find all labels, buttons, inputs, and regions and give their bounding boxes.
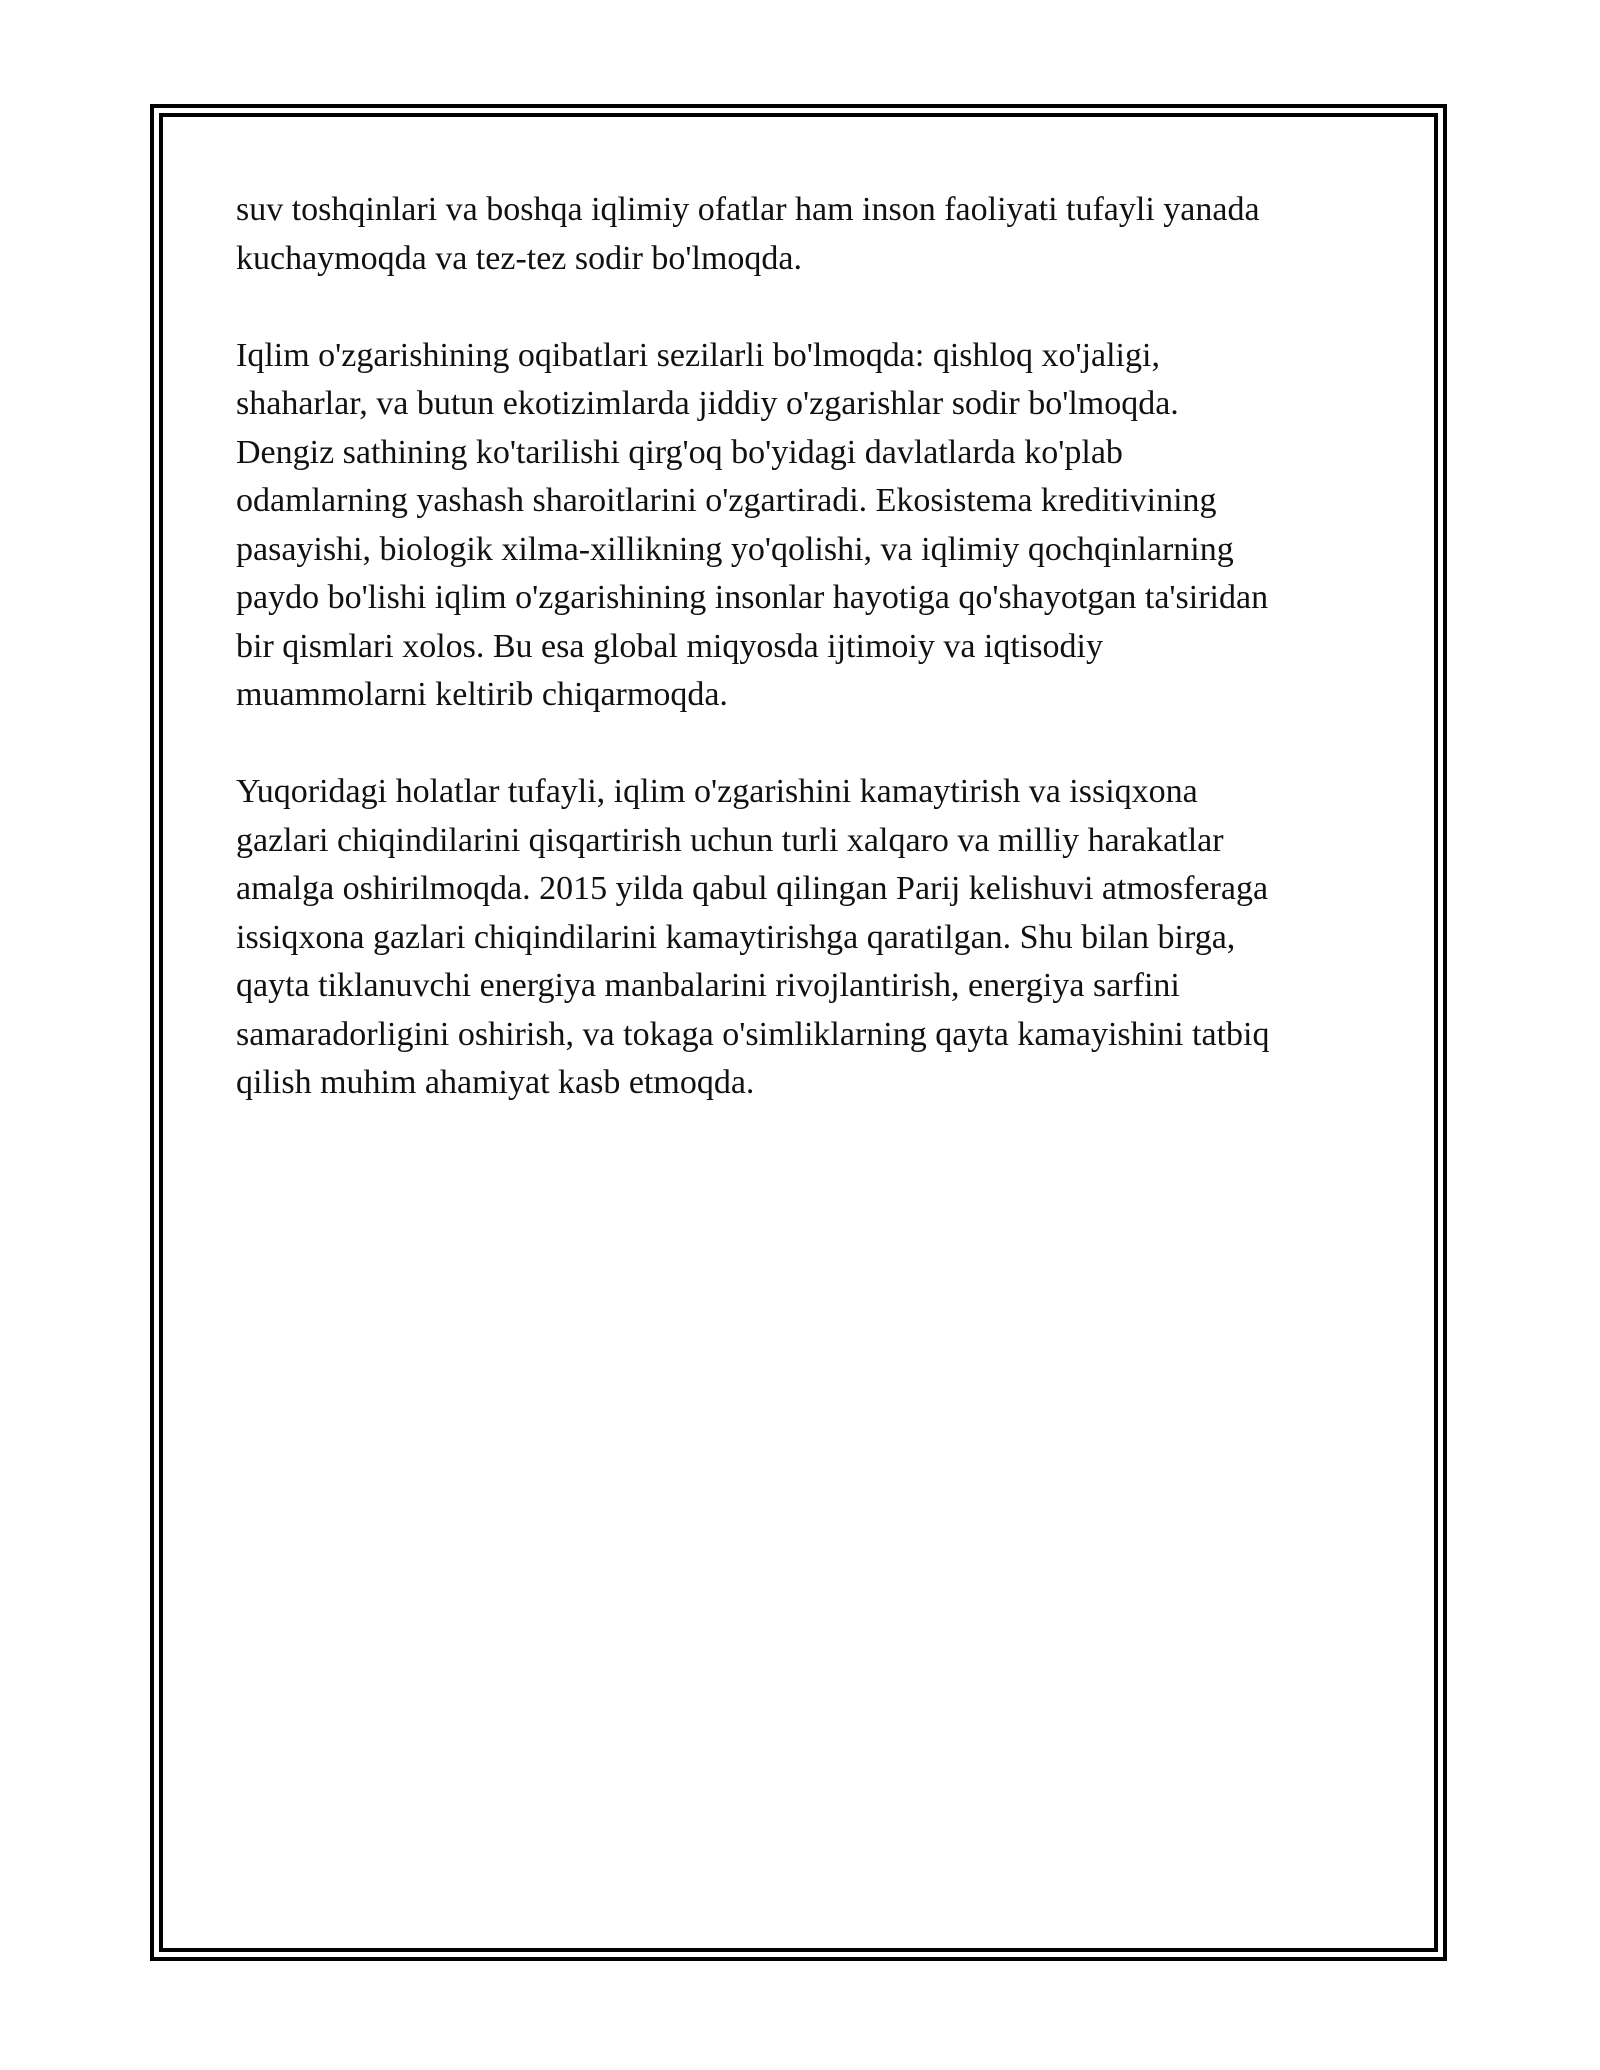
text-line: samaradorligini oshirish, va tokaga o'simliklarning qayta kamayishini tatbiq — [236, 1015, 1270, 1053]
text-line: pasayishi, biologik xilma-xillikning yo'qolishi, va iqlimiy qochqinlarning — [236, 530, 1234, 568]
text-line: bir qismlari xolos. Bu esa global miqyosda ijtimoiy va iqtisodiy — [236, 627, 1103, 665]
text-line: issiqxona gazlari chiqindilarini kamaytirishga qaratilgan. Shu bilan birga, — [236, 918, 1236, 956]
text-line: qayta tiklanuvchi energiya manbalarini rivojlantirish, energiya sarfini — [236, 967, 1180, 1004]
document-body — [236, 186, 1376, 1156]
text-line: amalga oshirilmoqda. 2015 yilda qabul qilingan Parij kelishuvi atmosferaga — [236, 870, 1269, 907]
text-line: gazlari chiqindilarini qisqartirish uchun turli xalqaro va milliy harakatlar — [236, 821, 1224, 859]
text-line: Yuqoridagi holatlar tufayli, iqlim o'zgarishini kamaytirish va issiqxona — [236, 773, 1198, 810]
text-line: muammolarni keltirib chiqarmoqda. — [236, 676, 728, 713]
paragraph-2 — [236, 332, 1376, 720]
text-line: Dengiz sathining ko'tarilishi qirg'oq bo'yidagi davlatlarda ko'plab — [236, 433, 1123, 471]
text-line: Iqlim o'zgarishining oqibatlari sezilarli bo'lmoqda: qishloq xo'jaligi, — [236, 336, 1160, 374]
paragraph-1 — [236, 186, 1376, 283]
text-line: suv toshqinlari va boshqa iqlimiy ofatlar ham inson faoliyati tufayli yanada — [236, 191, 1260, 228]
text-line: odamlarning yashash sharoitlarini o'zgartiradi. Ekosistema kreditivining — [236, 482, 1217, 519]
text-line: shaharlar, va butun ekotizimlarda jiddiy o'zgarishlar sodir bo'lmoqda. — [236, 385, 1179, 422]
text-line: paydo bo'lishi iqlim o'zgarishining insonlar hayotiga qo'shayotgan ta'siridan — [236, 579, 1269, 616]
paragraph-3 — [236, 768, 1376, 1108]
text-line: qilish muhim ahamiyat kasb etmoqda. — [236, 1064, 755, 1101]
text-line: kuchaymoqda va tez-tez sodir bo'lmoqda. — [236, 239, 802, 277]
